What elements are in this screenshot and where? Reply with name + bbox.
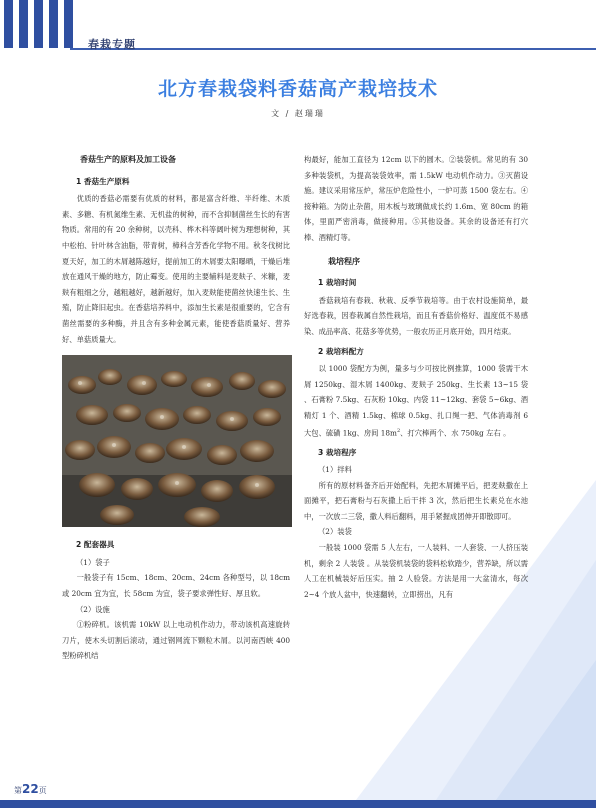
heading-raw-materials: 1 香菇生产原料: [76, 176, 130, 186]
heading-bag: （1）袋子: [76, 557, 110, 567]
right-column: [304, 152, 528, 602]
article-title: 北方春栽袋料香菇高产栽培技术: [157, 78, 438, 100]
heading-procedure: 3 栽培程序: [318, 447, 357, 457]
footer-bar: [0, 800, 596, 808]
page-prefix: 第: [14, 786, 22, 795]
heading-materials: 香菇生产的原料及加工设备: [80, 155, 176, 164]
page-number: [14, 782, 47, 796]
formula-text-a: 以 1000 袋配方为例，量多与少可按比例推算，1000 袋需干木屑 1250kg、湿木屑 1400kg、麦麸子 250kg、生长素 13~15 袋 、石膏粉 7.5kg、石灰粉 10kg、内袋 11~12kg、套袋 5~6kg、酒精灯 1 个、酒精 1.5kg、棉球 0.5kg、扎口绳一把、气体消毒剂 6 大包、硫磺 1kg、房间 18m: [304, 364, 528, 437]
paragraph-raw-materials: 优质的香菇必需要有优质的材料，都是富含纤维、半纤维、木质素、多糖、有机氮维生素、无机盐的树种，而不含抑制菌丝生长的有害物质。常用的有 20 余种树，以壳科、桦木科等阔叶树为理想树种，其中松柏、针叶林含油脂，带青树，樟科含芳香化学物不用。秋冬伐树比夏天好，加工的木屑越陈越好，提前加工的木屑要太阳曝晒，干燥后堆放在通风干燥的地方，防止霉变。使用的主要辅料是麦麸子、米糠，麦麸有粗细之分，越粗越好，越新越好，加入麦麸能使菌丝快速生长、生殖，防止降旧起虫。在香菇培养料中，添加生长素是很重要的，它含有菌丝需要的多种酶，并且含有多种金属元素，能使香菇质量好、营养好、单菇质量大。: [62, 194, 290, 344]
header-rule: [70, 48, 596, 50]
article-author: 文 / 赵瑞瑞: [271, 109, 325, 118]
paragraph-facility-continued: 构最好，能加工直径为 12cm 以下的圆木。②装袋机。常见的有 30 多种装袋机，为提高装袋效率，需 1.5kW 电动机作动力。③灭菌设施。建议采用常压炉，常压炉危险性小，一炉可蒸 1500 袋左右。④接种箱。为防止杂菌，用木板与玻璃做成长约 1.6m、宽 80cm 的箱体，里面严密消毒，做接种用。⑤其他设备。其余的设备还有打穴棒、酒精灯等。: [304, 155, 528, 242]
heading-facility: （2）设施: [76, 604, 110, 614]
paragraph-formula: [304, 361, 528, 440]
mushroom-photo: [62, 355, 292, 527]
header-decoration-bars: [0, 0, 80, 50]
paragraph-bag: 一般袋子有 15cm、18cm、20cm、24cm 各种型号，以 18cm 或 20cm 宜为宜，长 58cm 为宜，袋子要求弹性好、厚且软。: [62, 573, 290, 598]
formula-superscript: 2: [396, 427, 401, 434]
formula-text-b: 、打穴棒两个、水 750kg 左右 。: [400, 427, 511, 437]
page-suffix: 页: [38, 786, 47, 795]
heading-bagging: （2）装袋: [318, 527, 352, 537]
page-number-value: 22: [22, 782, 39, 796]
paragraph-mix: 所有的原材料备齐后开始配料，先把木屑摊平后，把麦麸撒在上面摊平，把石膏粉与石灰撒上后干拌 3 次，然后把生长素兑在水池中，一次放二三袋，撒人料后翻料，用手紧握成团伸开即散即可。: [304, 480, 528, 521]
section-tag: 春栽专题: [88, 38, 136, 51]
paragraph-bagging: 一般装 1000 袋需 5 人左右，一人装料、一人套袋、一人挤压装机，剩余 2 人装袋 。从装袋机装袋的袋料松软踏少，营养缺，所以需人工在机械装好后压实。抽 2 人验袋。方法是用一大盆清水，每次 2~4 个放人盆中，快速翻转，立即捞出，凡有: [304, 543, 528, 599]
heading-equipment: 2 配套器具: [76, 540, 115, 550]
heading-mix: （1）拌料: [318, 465, 352, 475]
heading-cultivation-time: 1 栽培时间: [318, 278, 357, 288]
heading-cultivation-procedure: 栽培程序: [328, 256, 360, 266]
left-column: [62, 152, 290, 664]
paragraph-facility: ①粉碎机。该机需 10kW 以上电动机作动力，带动该机高速旋转刀片，使木头切割后滚动，通过钢网流下颗粒木屑。以河南西峡 400 型粉碎机结: [62, 620, 290, 661]
paragraph-cultivation-time: 香菇栽培有春栽、秋栽、反季节栽培等。由于农村设施简单，最好选春栽，因春栽属自然性栽培，而且有香菇价格好、温度低不易感染、成品率高、花菇多等优势，一般农历正月底开始，四月结束。: [304, 295, 528, 336]
shiitake-mushroom-photo-icon: [62, 355, 292, 527]
heading-formula: 2 栽培料配方: [318, 346, 364, 356]
